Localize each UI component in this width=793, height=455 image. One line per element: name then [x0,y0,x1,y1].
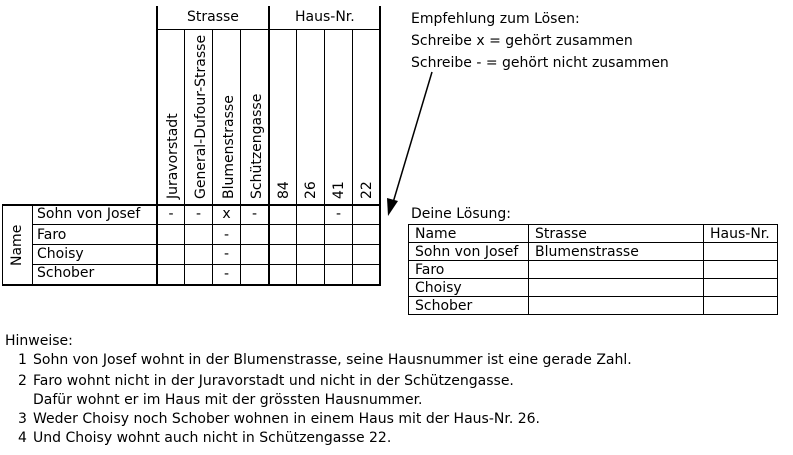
table-cell-strasse[interactable]: Blumenstrasse [529,243,704,261]
recommendation-line: Schreibe x = gehört zusammen [411,33,633,49]
column-header: Name [409,225,529,243]
table-cell-name: Sohn von Josef [409,243,529,261]
solution-title: Deine Lösung: [411,206,511,222]
group-header-haus-nr: Haus-Nr. [295,9,355,25]
grid-cell[interactable]: x [222,206,231,222]
hint-text: Und Choisy wohnt auch nicht in Schützengasse 22. [33,430,392,446]
recommendation-line: Schreibe - = gehört nicht zusammen [411,55,669,71]
grid-cell[interactable]: - [168,206,174,222]
solution-table [408,224,778,315]
grid-cell[interactable]: - [223,246,230,262]
table-header-row [409,225,778,243]
table-cell-strasse[interactable] [529,261,704,279]
column-header-22: 22 [359,181,375,199]
table-cell-haus-nr[interactable] [704,261,778,279]
grid-cell[interactable]: - [223,266,230,282]
table-cell-name: Choisy [409,279,529,297]
table-row [409,279,778,297]
row-label: Choisy [37,246,84,262]
column-header: Haus-Nr. [704,225,778,243]
hint-text: Weder Choisy noch Schober wohnen in einem Haus mit der Haus-Nr. 26. [33,411,540,427]
hint-number: 2 [18,373,27,389]
hints-title: Hinweise: [5,333,73,349]
table-row [409,261,778,279]
table-row [409,243,778,261]
grid-cell[interactable]: - [223,227,230,243]
grid-cell[interactable]: - [335,206,342,222]
column-header-84: 84 [276,181,292,199]
table-cell-haus-nr[interactable] [704,297,778,315]
row-label: Faro [37,227,67,243]
table-cell-strasse[interactable] [529,297,704,315]
grid-cell[interactable]: - [195,206,202,222]
table-cell-name: Faro [409,261,529,279]
column-header: Strasse [529,225,704,243]
column-header-26: 26 [303,181,319,199]
column-header-41: 41 [331,181,347,199]
arrow-icon [380,70,440,220]
column-header-juravorstadt: Juravorstadt [165,113,181,199]
hint-text: Sohn von Josef wohnt in der Blumenstrasse, seine Hausnummer ist eine gerade Zahl. [33,352,632,368]
table-cell-haus-nr[interactable] [704,243,778,261]
table-row [409,297,778,315]
hint-number: 1 [18,352,27,368]
table-cell-strasse[interactable] [529,279,704,297]
column-header-schuetzengasse: Schützengasse [249,93,265,199]
side-label-name: Name [9,224,25,266]
table-cell-haus-nr[interactable] [704,279,778,297]
row-label: Schober [37,265,95,281]
hint-number: 3 [18,411,27,427]
column-header-general-dufour-strasse: General-Dufour-Strasse [193,34,209,199]
table-cell-name: Schober [409,297,529,315]
recommendation-title: Empfehlung zum Lösen: [411,11,580,27]
grid-cell[interactable]: - [251,206,258,222]
column-header-blumenstrasse: Blumenstrasse [221,95,237,199]
row-label: Sohn von Josef [37,206,141,222]
hint-number: 4 [18,430,27,446]
group-header-strasse: Strasse [187,9,239,25]
hint-text: Faro wohnt nicht in der Juravorstadt und nicht in der Schützengasse. [33,373,514,389]
hint-text: Dafür wohnt er im Haus mit der grössten Hausnummer. [33,392,423,408]
